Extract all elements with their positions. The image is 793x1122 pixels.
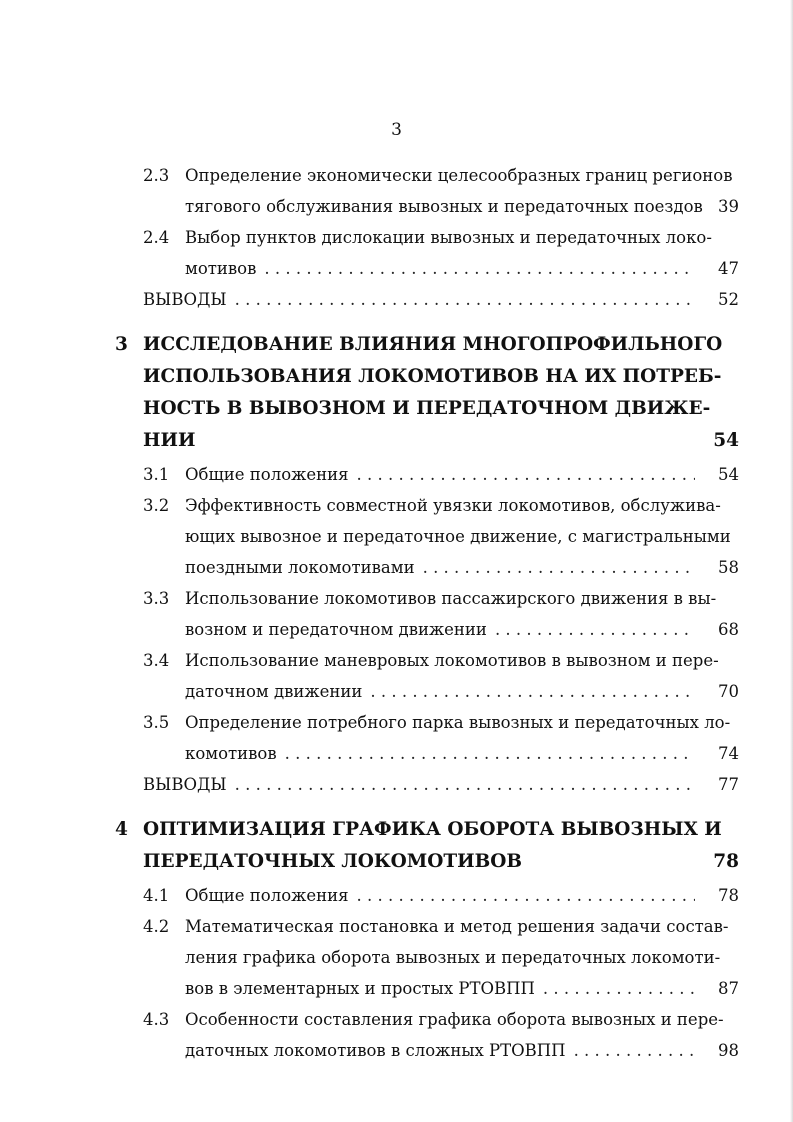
page-ref: 54: [713, 430, 739, 451]
entry-line: Определение потребного парка вывозных и передаточных ло-: [185, 713, 731, 732]
entry-line: Использование маневровых локомотивов в вывозном и пере-: [185, 651, 719, 670]
toc-entry-3-5[interactable]: [115, 707, 743, 769]
dot-leader: [574, 1035, 695, 1066]
chapter-title-line: ИСПОЛЬЗОВАНИЯ ЛОКОМОТИВОВ НА ИХ ПОТРЕБ-: [143, 366, 722, 387]
page-ref: 39: [718, 197, 739, 216]
toc-chapter-4[interactable]: [115, 814, 743, 878]
entry-line: ющих вывозное и передаточное движение, с магистральными: [185, 527, 731, 546]
dot-leader: [495, 614, 695, 645]
toc-conclusion-2[interactable]: [115, 284, 743, 315]
toc-chapter-3[interactable]: [115, 329, 743, 457]
entry-line: Общие положения: [185, 886, 349, 905]
section-number: 4.2: [143, 917, 170, 936]
dot-leader: [423, 552, 695, 583]
section-number: 2.4: [143, 228, 170, 247]
chapter-title-line: НИИ: [143, 430, 196, 451]
toc-entry-4-1[interactable]: [115, 880, 743, 911]
entry-line: поездными локомотивами: [185, 558, 415, 577]
conclusion-label: ВЫВОДЫ: [143, 775, 227, 794]
dot-leader: [357, 459, 695, 490]
toc-entry-3-1[interactable]: [115, 459, 743, 490]
section-number: 3.1: [143, 465, 170, 484]
entry-line: мотивов: [185, 259, 257, 278]
toc-entry-3-2[interactable]: [115, 490, 743, 583]
page-ref: 58: [718, 558, 739, 577]
page-ref: 68: [718, 620, 739, 639]
page-ref: 54: [718, 465, 739, 484]
page-ref: 78: [713, 851, 739, 872]
entry-line: Выбор пунктов дислокации вывозных и передаточных локо-: [185, 228, 712, 247]
chapter-title-line: ПЕРЕДАТОЧНЫХ ЛОКОМОТИВОВ: [143, 851, 523, 872]
entry-line: возном и передаточном движении: [185, 620, 487, 639]
section-number: 4.3: [143, 1010, 170, 1029]
entry-line: Особенности составления графика оборота вывозных и пере-: [185, 1010, 724, 1029]
page-ref: 77: [718, 775, 739, 794]
page-ref: 70: [718, 682, 739, 701]
page-number: 3: [391, 120, 402, 140]
toc-entry-2-4[interactable]: [115, 222, 743, 284]
entry-line: даточных локомотивов в сложных РТОВПП: [185, 1041, 566, 1060]
section-number: 4.1: [143, 886, 170, 905]
toc-entry-3-3[interactable]: [115, 583, 743, 645]
toc-entry-2-3[interactable]: [115, 160, 743, 222]
entry-line: ления графика оборота вывозных и передаточных локомоти-: [185, 948, 721, 967]
page-ref: 52: [718, 290, 739, 309]
page-ref: 98: [718, 1041, 739, 1060]
table-of-contents: [115, 160, 743, 1066]
entry-line: Определение экономически целесообразных границ регионов: [185, 166, 733, 185]
chapter-title-line: ИССЛЕДОВАНИЕ ВЛИЯНИЯ МНОГОПРОФИЛЬНОГО: [143, 334, 723, 355]
section-number: 3.3: [143, 589, 170, 608]
toc-entry-3-4[interactable]: [115, 645, 743, 707]
entry-line: комотивов: [185, 744, 277, 763]
dot-leader: [235, 769, 695, 800]
entry-line: Математическая постановка и метод решения задачи состав-: [185, 917, 729, 936]
section-number: 2.3: [143, 166, 170, 185]
section-number: 3.2: [143, 496, 170, 515]
entry-line: даточном движении: [185, 682, 363, 701]
entry-line: Общие положения: [185, 465, 349, 484]
toc-conclusion-3[interactable]: [115, 769, 743, 800]
dot-leader: [370, 676, 695, 707]
toc-entry-4-2[interactable]: [115, 911, 743, 1004]
dot-leader: [543, 973, 695, 1004]
chapter-number: 3: [115, 334, 128, 355]
entry-line: Эффективность совместной увязки локомотивов, обслужива-: [185, 496, 721, 515]
page-ref: 87: [718, 979, 739, 998]
dot-leader: [285, 738, 695, 769]
chapter-number: 4: [115, 819, 128, 840]
page-ref: 74: [718, 744, 739, 763]
entry-line: тягового обслуживания вывозных и передаточных поездов: [185, 197, 703, 216]
toc-entry-4-3[interactable]: [115, 1004, 743, 1066]
section-number: 3.5: [143, 713, 170, 732]
entry-line: Использование локомотивов пассажирского движения в вы-: [185, 589, 717, 608]
page-ref: 47: [718, 259, 739, 278]
dot-leader: [235, 284, 695, 315]
chapter-title-line: НОСТЬ В ВЫВОЗНОМ И ПЕРЕДАТОЧНОМ ДВИЖЕ-: [143, 398, 711, 419]
entry-line: вов в элементарных и простых РТОВПП: [185, 979, 535, 998]
dot-leader: [357, 880, 695, 911]
page-ref: 78: [718, 886, 739, 905]
dot-leader: [264, 253, 695, 284]
section-number: 3.4: [143, 651, 170, 670]
conclusion-label: ВЫВОДЫ: [143, 290, 227, 309]
chapter-title-line: ОПТИМИЗАЦИЯ ГРАФИКА ОБОРОТА ВЫВОЗНЫХ И: [143, 819, 722, 840]
